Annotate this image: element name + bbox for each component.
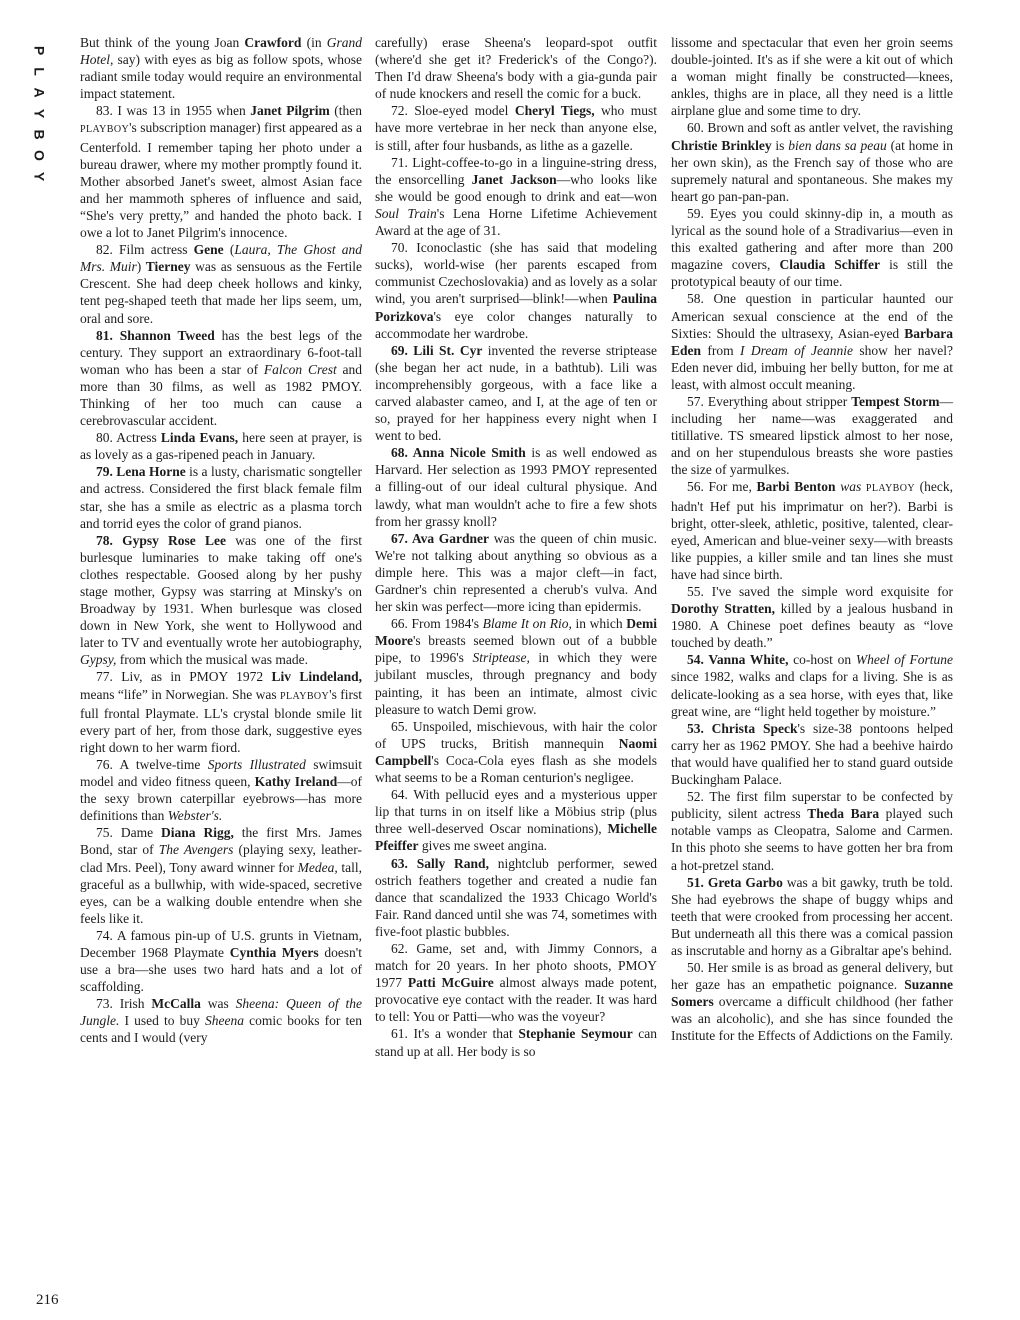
body-text: 59. Eyes you could skinny-dip in, a mouth as lyrical as the sound hole of a Stradivarius—even in this exalted gathering and after more than 200 magazine covers, bbox=[671, 205, 953, 273]
bold-name: Stephanie Seymour bbox=[518, 1026, 633, 1042]
body-text: was bbox=[200, 996, 236, 1012]
bold-name: 67. Ava Gardner bbox=[391, 530, 490, 546]
body-text: can stand up at all. Her body is so bbox=[375, 1026, 658, 1059]
body-text: 60. Brown and soft as antler velvet, the ravishing bbox=[687, 120, 953, 136]
body-text: 76. A twelve-time bbox=[96, 756, 208, 772]
body-text: 70. Iconoclastic (she has said that modeling sucks), world-wise (her parents escaped from communist Czechoslovakia) and as lovely as a solar wind, you aren't surprised—blink!—when bbox=[375, 240, 657, 307]
bold-name: Michelle Pfeiffer bbox=[375, 821, 657, 854]
list-entry-paragraph bbox=[80, 927, 362, 995]
magazine-name-letter: B bbox=[31, 129, 48, 140]
body-text: 's Coca-Cola eyes flash as she models what seems to be a Roman centurion's negligee. bbox=[375, 752, 657, 786]
list-entry-paragraph bbox=[375, 444, 657, 529]
list-entry-paragraph bbox=[375, 342, 657, 445]
body-text: 77. Liv, as in PMOY 1972 bbox=[96, 669, 272, 685]
magazine-name-letter: P bbox=[31, 45, 48, 56]
body-text: doesn't use a bra—she uses two hard hats and a lot of scaffolding. bbox=[80, 944, 362, 995]
body-text: show her navel? Eden never did, imbuing her belly button, for me at least, with almost occult meaning. bbox=[671, 342, 954, 392]
body-text: in which they were jubilant muscles, through pregnancy and body painting, it has been an intimate, almost civic pleasure to watch Demi grow. bbox=[375, 650, 657, 717]
list-entry-paragraph bbox=[671, 290, 953, 393]
list-entry-paragraph bbox=[375, 530, 657, 615]
body-text: (then bbox=[329, 103, 362, 119]
body-text: has the best legs of the century. They support an extraordinary 6-foot-tall woman who has been a star of bbox=[80, 327, 362, 377]
bold-name: Naomi Campbell bbox=[375, 735, 657, 768]
small-caps-text: PLAYBOY bbox=[280, 690, 330, 702]
list-entry-paragraph bbox=[80, 429, 362, 463]
body-text: 72. Sloe-eyed model bbox=[391, 103, 515, 119]
bold-name: Kathy Ireland bbox=[254, 774, 338, 790]
body-text: swimsuit model and video fitness queen, bbox=[80, 756, 363, 790]
body-text: 80. Actress bbox=[96, 430, 161, 446]
list-entry-paragraph bbox=[375, 154, 657, 239]
list-entry-paragraph bbox=[671, 874, 953, 959]
body-text: co-host on bbox=[788, 652, 856, 668]
list-entry-paragraph bbox=[80, 463, 362, 531]
body-text: carefully) erase Sheena's leopard-spot outfit (where'd she get it? Frederick's of the Congo?). Then I'd draw Sheena's body with a gia-gunda pair of nude knockers and resell the comic for a buck. bbox=[375, 35, 657, 102]
body-text: 65. Unspoiled, mischievous, with hair the color of UPS trucks, British mannequin bbox=[375, 718, 657, 751]
body-text: gives me sweet angina. bbox=[418, 838, 548, 854]
text-column-2 bbox=[375, 34, 657, 1060]
list-entry-paragraph bbox=[671, 478, 953, 583]
body-text: 74. A famous pin-up of U.S. grunts in Vietnam, December 1968 Playmate bbox=[80, 927, 362, 960]
body-text: is bbox=[771, 137, 789, 153]
magazine-name-letter: Y bbox=[31, 171, 48, 182]
italic-title: bien dans sa peau bbox=[788, 137, 887, 153]
bold-name: 79. Lena Horne bbox=[96, 464, 186, 480]
list-entry-paragraph bbox=[671, 720, 953, 788]
body-text: is still the prototypical beauty of our time. bbox=[671, 257, 953, 290]
body-text: But think of the young Joan bbox=[80, 35, 245, 50]
body-text: here seen at prayer, is as lovely as a gas-ripened peach in January. bbox=[80, 430, 362, 463]
bold-name: 78. Gypsy Rose Lee bbox=[96, 532, 226, 548]
italic-title: Sheena: Queen of the Jungle. bbox=[80, 996, 363, 1029]
body-text: was the queen of chin music. We're not talking about anything so obvious as a dimple here. This was a major cleft—in fact, Gardner's chin represented a cherub's vulva. And her skin was perfect—more icing than epidermis. bbox=[375, 530, 657, 615]
bold-name: Suzanne Somers bbox=[671, 977, 953, 1010]
bold-name: Paulina Porizkova bbox=[375, 291, 657, 324]
list-entry-paragraph bbox=[80, 824, 362, 927]
italic-title: Webster's. bbox=[167, 808, 223, 824]
paragraph-continued bbox=[671, 34, 953, 119]
body-text: 's size-38 pontoons helped carry her as 1962 PMOY. She had a beehive hairdo that would have qualified her to stand guard outside Buckingham Palace. bbox=[671, 720, 953, 788]
list-entry-paragraph bbox=[671, 651, 953, 719]
body-text: —including her name—was exaggerated and titillative. TS smeared lipstick almost to her nose, and on her stupendulous breasts she wore pasties the size of yarmulkes. bbox=[671, 393, 953, 478]
body-text: ( bbox=[223, 242, 235, 258]
body-text: killed by a jealous husband in 1980. A Chinese poet defines beauty as “love touched by death.” bbox=[671, 601, 953, 651]
bold-name: Crawford bbox=[244, 35, 302, 50]
small-caps-text: PLAYBOY bbox=[80, 124, 130, 136]
body-text: is a lusty, charismatic songteller and actress. Considered the first black female film star, she has a smile as electric as a plasma torch and torrid eyes the color of grand pianos. bbox=[80, 464, 362, 531]
body-text: 's subscription manager) first appeared as a Centerfold. I remember taping her photo under a bureau drawer, where my mother promptly found it. Mother absorbed Janet's sweet, almost Asian face and her mammoth spheres of influence and said, “She's very pretty,” and handed the photo back. I owe a lot to Janet Pilgrim's innocence. bbox=[80, 120, 362, 241]
body-text: 83. I was 13 in 1955 when bbox=[96, 103, 251, 119]
body-text: 71. Light-coffee-to-go in a linguine-string dress, the ensorcelling bbox=[375, 154, 657, 187]
body-text: 75. Dame bbox=[96, 825, 162, 841]
italic-title: Sheena bbox=[205, 1013, 244, 1029]
text-column-3 bbox=[671, 34, 953, 1045]
body-text: from bbox=[701, 342, 740, 358]
bold-name: 69. Lili St. Cyr bbox=[391, 342, 483, 358]
body-text: 73. Irish bbox=[96, 996, 152, 1012]
bold-name: Janet Jackson bbox=[471, 171, 557, 187]
list-entry-paragraph bbox=[375, 786, 657, 854]
list-entry-paragraph bbox=[375, 239, 657, 342]
italic-title: Sports Illustrated bbox=[207, 756, 306, 772]
body-text: almost always made potent, provocative eye contact with the reader. It was hard to tell: You or Patti—who was the voyeur? bbox=[375, 975, 658, 1025]
list-entry-paragraph bbox=[80, 241, 362, 326]
body-text: was one of the first burlesque luminaries to make taking off one's clothes respectable. Goosed along by her pushy stage mother, Gypsy was starring at Minsky's on Broadway by 1931. When burlesque was closed down in New York, she went to Hollywood and later to TV and eventually wrote her autobiography, bbox=[80, 532, 362, 651]
body-text: who must have more vertebrae in her neck than anyone else, is still, after four husbands, as lithe as a gazelle. bbox=[375, 103, 657, 153]
list-entry-paragraph bbox=[671, 393, 953, 478]
body-text: 66. From 1984's bbox=[391, 616, 483, 632]
bold-name: 81. Shannon Tweed bbox=[96, 327, 215, 343]
italic-title: The Avengers bbox=[158, 842, 234, 858]
body-text: since 1982, walks and claps for a living. She is as delicate-looking as a sea horse, with eyes that, like great wine, are “light held together by moisture.” bbox=[671, 669, 953, 719]
text-column-1 bbox=[80, 34, 362, 1047]
bold-name: Linda Evans, bbox=[160, 430, 239, 446]
small-caps-text: PLAYBOY bbox=[865, 483, 915, 495]
body-text: comic books for ten cents and I would (very bbox=[80, 1013, 362, 1046]
bold-name: McCalla bbox=[151, 996, 201, 1012]
body-text: invented the reverse striptease (she began her act nude, in a bathtub). Lili was incomprehensibly gorgeous, with a face like a carved alabaster cameo, and I, at the age of ten or so, prayed for her happiness every night when I went to bed. bbox=[375, 342, 657, 444]
italic-title: Soul Train bbox=[375, 205, 437, 221]
body-text: 's eye color changes naturally to accommodate her wardrobe. bbox=[375, 308, 657, 341]
bold-name: Dorothy Stratten, bbox=[671, 601, 776, 617]
bold-name: 63. Sally Rand, bbox=[391, 855, 489, 871]
body-text: (at home in her own skin), as the French say of those who are supremely natural and spontaneous. She makes my heart go pan-pan-pan. bbox=[671, 137, 953, 204]
list-entry-paragraph bbox=[80, 327, 362, 430]
bold-name: Gene bbox=[193, 242, 224, 258]
body-text: —of the sexy brown caterpillar eyebrows—has more definitions than bbox=[80, 774, 362, 824]
bold-name: Cheryl Tiegs, bbox=[514, 103, 595, 119]
body-text: I used to buy bbox=[119, 1013, 206, 1029]
italic-title: was bbox=[840, 479, 862, 495]
italic-title: Grand Hotel, bbox=[80, 35, 362, 68]
body-text: 58. One question in particular haunted our American sexual conscience at the end of the Sixties: Should the ultrasexy, Asian-eyed bbox=[671, 291, 953, 341]
bold-name: 53. Christa Speck bbox=[687, 720, 798, 736]
magazine-name-letter: O bbox=[31, 150, 48, 161]
bold-name: Janet Pilgrim bbox=[250, 103, 330, 119]
italic-title: Laura, The Ghost and Mrs. Muir bbox=[80, 242, 363, 275]
bold-name: Barbara Eden bbox=[671, 325, 953, 358]
italic-title: I Dream of Jeannie bbox=[739, 342, 853, 358]
body-text: is as well endowed as Harvard. Her selection as 1993 PMOY represented a filling-out of our ideal cultural physique. And lawdy, what man wouldn't ache to fire a few shots from her grassy knoll? bbox=[375, 445, 657, 529]
italic-title: Blame It on Rio, bbox=[482, 616, 572, 632]
list-entry-paragraph bbox=[80, 995, 362, 1046]
body-text: 's Lena Horne Lifetime Achievement Award at the age of 31. bbox=[375, 205, 657, 239]
list-entry-paragraph bbox=[375, 615, 657, 718]
body-text: was a bit gawky, truth be told. She had eyebrows the shape of buggy whips and teeth that were crooked from processing her accent. But underneath all this there was a comical passion as inscrutable and horny as a Gibraltar ape's behind. bbox=[671, 874, 954, 958]
body-text: 62. Game, set and, with Jimmy Connors, a match for 20 years. In her photo shoots, PMOY 1977 bbox=[375, 940, 657, 991]
body-text: 82. Film actress bbox=[96, 242, 194, 258]
body-text: 52. The first film superstar to be confected by publicity, silent actress bbox=[671, 789, 953, 822]
bold-name: 51. Greta Garbo bbox=[687, 874, 783, 890]
bold-name: Liv Lindeland, bbox=[271, 669, 362, 685]
bold-name: 54. Vanna White, bbox=[687, 652, 789, 668]
body-text: 57. Everything about stripper bbox=[687, 393, 852, 409]
body-text: (in bbox=[301, 35, 327, 50]
italic-title: Gypsy, bbox=[80, 652, 117, 668]
body-text: 's first full frontal Playmate. LL's crystal blonde smile lit every part of her, from those dark, suggestive eyes right down to her warm fiord. bbox=[80, 686, 363, 755]
italic-title: Falcon Crest bbox=[263, 361, 337, 377]
body-text: means “life” in Norwegian. She was bbox=[80, 686, 281, 702]
body-text: ) bbox=[136, 259, 146, 275]
magazine-name-letter: L bbox=[31, 67, 48, 76]
body-text: (heck, hadn't Hef put his imprimatur on her?). Barbi is bright, otter-sleek, athletic, positive, talented, clear-eyed, American and blue-veiner sexy—with breasts like puppies, a killer smile and tan lines she must have had since birth. bbox=[671, 479, 954, 582]
list-entry-paragraph bbox=[671, 205, 953, 290]
body-text: 56. For me, bbox=[687, 479, 757, 495]
list-entry-paragraph bbox=[375, 855, 657, 940]
list-entry-paragraph bbox=[671, 959, 953, 1044]
bold-name: Tierney bbox=[145, 259, 191, 275]
body-text: 's breasts seemed blown out of a bubble pipe, to 1996's bbox=[375, 633, 657, 666]
bold-name: Claudia Schiffer bbox=[779, 257, 881, 273]
bold-name: Demi Moore bbox=[375, 616, 657, 649]
magazine-name-vertical bbox=[28, 40, 50, 187]
paragraph-continued bbox=[80, 34, 362, 102]
bold-name: Christie Brinkley bbox=[671, 137, 772, 153]
body-text: lissome and spectacular that even her groin seems double-jointed. It's as if she were a kit out of which a woman might finally be constructed—knees, ankles, thighs are in place, all they need is a little airplane glue and some time to dry. bbox=[671, 35, 953, 119]
body-text: in which bbox=[571, 616, 627, 632]
page-number: 216 bbox=[36, 1292, 59, 1308]
body-text: 55. I've saved the simple word exquisite for bbox=[687, 584, 953, 599]
list-entry-paragraph bbox=[375, 102, 657, 153]
body-text: —who looks like she would be good enough to drink and eat—won bbox=[375, 171, 657, 204]
body-text: played such notable vamps as Cleopatra, Salome and Carmen. In this photo she seems to have gotten her bra from a hot-pretzel stand. bbox=[671, 806, 953, 873]
body-text: overcame a difficult childhood (her father was an alcoholic), and she has since founded the Institute for the Effects of Addictions on the Family. bbox=[671, 994, 953, 1044]
list-entry-paragraph bbox=[671, 119, 953, 204]
bold-name: Diana Rigg, bbox=[161, 825, 234, 841]
list-entry-paragraph bbox=[80, 102, 362, 241]
italic-title: Striptease, bbox=[472, 650, 530, 666]
list-entry-paragraph bbox=[375, 940, 657, 1025]
bold-name: Patti McGuire bbox=[407, 975, 494, 991]
bold-name: Theda Bara bbox=[807, 806, 880, 822]
italic-title: Wheel of Fortune bbox=[855, 652, 953, 668]
body-text: 64. With pellucid eyes and a mysterious upper lip that turns in on itself like a Möbius strip (plus three well-deserved Oscar nominations), bbox=[375, 787, 657, 837]
magazine-name-letter: Y bbox=[31, 108, 48, 119]
bold-name: 68. Anna Nicole Smith bbox=[391, 445, 526, 461]
list-entry-paragraph bbox=[80, 532, 362, 669]
list-entry-paragraph bbox=[80, 668, 362, 755]
bold-name: Tempest Storm bbox=[851, 393, 940, 409]
bold-name: Cynthia Myers bbox=[229, 944, 319, 960]
list-entry-paragraph bbox=[375, 718, 657, 786]
body-text: 50. Her smile is as broad as general delivery, but her gaze has an empathetic poignance. bbox=[671, 960, 953, 993]
body-text: and more than 30 films, as well as 1982 PMOY. Thinking of her too much can cause a cerebrovascular accident. bbox=[80, 361, 363, 429]
body-text: tall, graceful as a bullwhip, with wide-spaced, secretive eyes, can be a walking double entendre when she feels like it. bbox=[80, 859, 362, 926]
body-text: (playing sexy, leather-clad Mrs. Peel), Tony award winner for bbox=[80, 842, 362, 875]
magazine-name-letter: A bbox=[31, 87, 48, 98]
bold-name: Barbi Benton bbox=[756, 479, 836, 495]
body-text: the first Mrs. James Bond, star of bbox=[80, 825, 363, 858]
body-text: from which the musical was made. bbox=[116, 652, 308, 668]
body-text: nightclub performer, sewed ostrich feathers together and created a nudie fan dance that scandalized the 1933 Chicago World's Fair. Rand danced until she was 74, sometimes with five-foot plastic bubbles. bbox=[375, 855, 657, 939]
body-text: 61. It's a wonder that bbox=[391, 1026, 519, 1042]
list-entry-paragraph bbox=[80, 756, 362, 824]
body-text: was as sensuous as the Fertile Crescent. She had deep cheek hollows and kinky, tent peg-shaped teeth that made her lips seem, um, oral and sore. bbox=[80, 259, 362, 326]
paragraph-continued bbox=[375, 34, 657, 102]
list-entry-paragraph bbox=[671, 583, 953, 651]
body-text: say) with eyes as big as follow spots, whose radiant smile today would require an environmental impact statement. bbox=[80, 52, 362, 102]
list-entry-paragraph bbox=[671, 788, 953, 873]
list-entry-paragraph bbox=[375, 1025, 657, 1059]
italic-title: Medea, bbox=[297, 859, 338, 875]
